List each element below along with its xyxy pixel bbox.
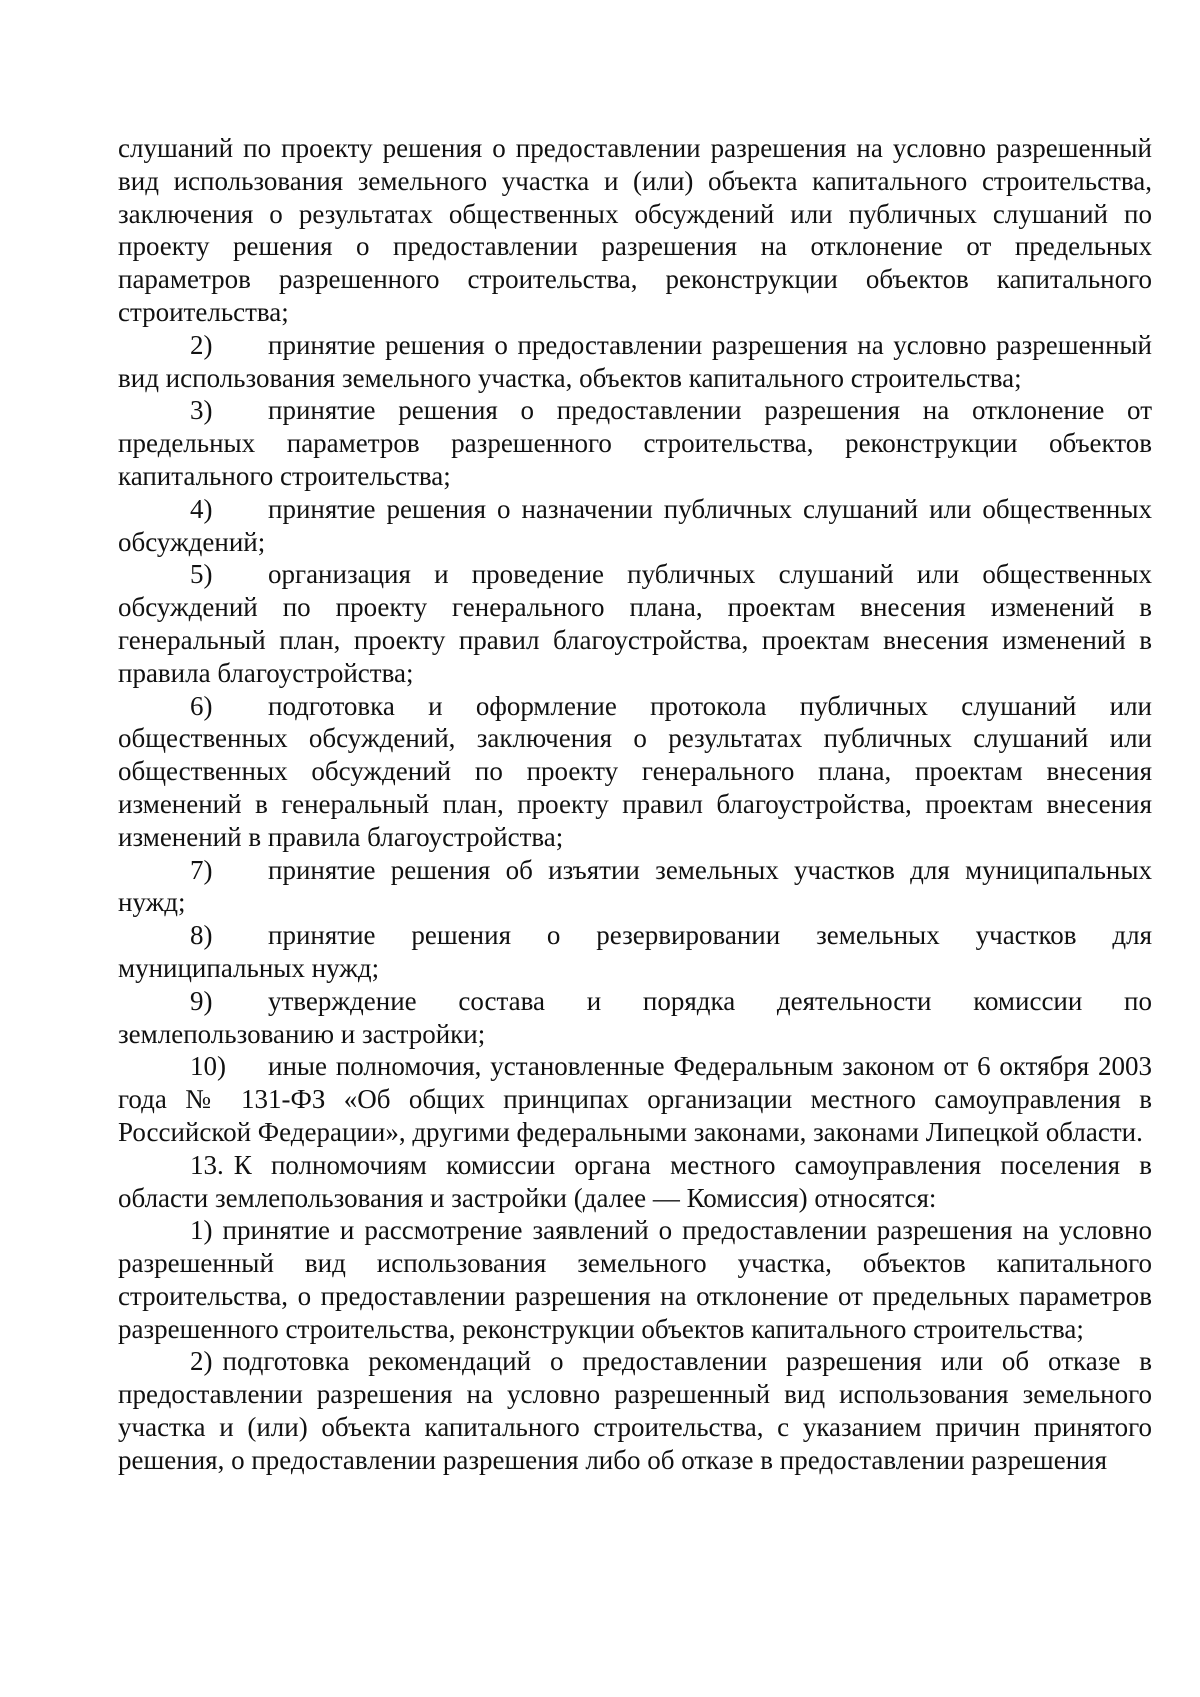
document-body — [118, 132, 1152, 1477]
paragraph-continuation — [118, 132, 1152, 329]
list-item — [118, 394, 1152, 492]
item-text: организация и проведение публичных слушаний или общественных обсуждений по проекту генерального плана, проектам внесения изменений в генеральный план, проекту правил благоустройства, проектам внесения изменений в правила благоустройства; — [118, 559, 1152, 688]
item-text: принятие и рассмотрение заявлений о предоставлении разрешения на условно разрешенный вид использования земельного участка, объектов капитального строительства, о предоставлении разрешения на отклонение от предельных параметров разрешенного строительства, реконструкции объектов капитального строительства; — [118, 1215, 1152, 1344]
item-text: принятие решения о предоставлении разрешения на условно разрешенный вид использования земельного участка, объектов капитального строительства; — [118, 329, 1152, 393]
item-text: иные полномочия, установленные Федеральным законом от 6 октября 2003 года № 131-ФЗ «Об общих принципах организации местного самоуправления в Российской Федерации», другими федеральными законами, законами Липецкой области. — [118, 1051, 1152, 1147]
item-text: принятие решения о назначении публичных слушаний или общественных обсуждений; — [118, 493, 1152, 557]
list-item — [118, 1214, 1152, 1345]
item-number: 6) — [190, 690, 213, 721]
item-number: 2) — [190, 1346, 213, 1377]
item-text: принятие решения об изъятии земельных участков для муниципальных нужд; — [118, 854, 1152, 918]
list-item — [118, 1149, 1152, 1215]
item-text: слушаний по проекту решения о предоставлении разрешения на условно разрешенный вид использования земельного участка и (или) объекта капитального строительства, заключения о результатах общественных обсуждений или публичных слушаний по проекту решения о предоставлении разрешения на отклонение от предельных параметров разрешенного строительства, реконструкции объектов капитального строительства; — [118, 133, 1152, 327]
list-item — [118, 854, 1152, 920]
item-number: 7) — [190, 854, 213, 885]
item-text: К полномочиям комиссии органа местного самоуправления поселения в области землепользования и застройки (далее — Комиссия) относятся: — [118, 1149, 1152, 1213]
list-item — [118, 558, 1152, 689]
list-item — [118, 919, 1152, 985]
item-text: утверждение состава и порядка деятельности комиссии по землепользованию и застройки; — [118, 985, 1152, 1049]
list-item — [118, 690, 1152, 854]
item-number: 9) — [190, 985, 213, 1016]
item-number: 5) — [190, 559, 213, 590]
list-item — [118, 985, 1152, 1051]
item-text: подготовка и оформление протокола публичных слушаний или общественных обсуждений, заключения о результатах публичных слушаний или общественных обсуждений по проекту генерального плана, проектам внесения изменений в генеральный план, проекту правил благоустройства, проектам внесения изменений в правила благоустройства; — [118, 690, 1152, 852]
list-item — [118, 493, 1152, 559]
item-number: 2) — [190, 329, 213, 360]
item-number: 3) — [190, 395, 213, 426]
list-item — [118, 1345, 1152, 1476]
item-number: 13. — [190, 1149, 224, 1180]
item-number: 10) — [190, 1051, 226, 1082]
item-text: подготовка рекомендаций о предоставлении разрешения или об отказе в предоставлении разрешения на условно разрешенный вид использования земельного участка и (или) объекта капитального строительства, с указанием причин принятого решения, о предоставлении разрешения либо об отказе в предоставлении разрешения — [118, 1346, 1152, 1475]
item-text: принятие решения о предоставлении разрешения на отклонение от предельных параметров разрешенного строительства, реконструкции объектов капитального строительства; — [118, 395, 1152, 491]
list-item — [118, 1050, 1152, 1148]
item-number: 8) — [190, 920, 213, 951]
item-number: 4) — [190, 493, 213, 524]
list-item — [118, 329, 1152, 395]
item-text: принятие решения о резервировании земельных участков для муниципальных нужд; — [118, 920, 1152, 983]
item-number: 1) — [190, 1215, 213, 1246]
